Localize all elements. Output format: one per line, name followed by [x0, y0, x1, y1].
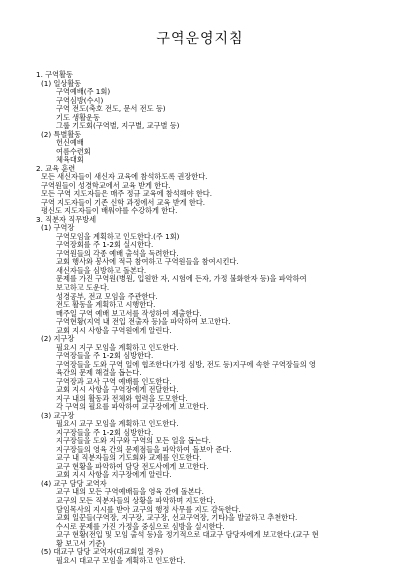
text-line: 구역장회를 주 1-2회 실시한다. [56, 240, 154, 250]
text-line: 헌신예배 [56, 138, 84, 148]
text-line: 교회 지시 사항을 지구장에게 알린다. [56, 470, 172, 480]
text-line: 구역모임을 계획하고 인도한다.(주 1회) [56, 231, 180, 241]
text-line: 성경공부, 전교 모임을 주관한다. [56, 291, 158, 301]
text-line: 새신자들을 심방하고 돌본다. [56, 265, 147, 275]
text-line: 체육대회 [56, 155, 84, 165]
text-line: 구역현황(지역 내 전입 전출자 등)을 파악하여 보고한다. [56, 317, 231, 327]
text-line: (2) 지구장 [41, 334, 75, 344]
text-line: 구역장들을 주 1-2회 심방한다. [56, 351, 154, 361]
text-line: (4) 교구 담당 교역자 [41, 478, 107, 488]
text-line: (3) 교구장 [41, 410, 75, 420]
text-line: 구역 전도(축호 전도, 문서 전도 등) [56, 104, 166, 114]
page-title: 구역운영지침 [156, 31, 244, 47]
text-line: 기도 생활운동 [56, 112, 100, 122]
text-line: (1) 구역장 [41, 223, 75, 233]
text-line: 교구 현황을 파악하여 담당 전도사에게 보고한다. [56, 461, 209, 471]
text-line: (5) 대교구 담당 교역자(대교회일 경우) [41, 547, 164, 557]
text-line: 문제를 가진 구역원(병원, 입원한 자, 시험에 든자, 가정 불화한자 등)을 파악하여 [56, 274, 307, 284]
text-line: 구역예배(주 1회) [56, 87, 111, 97]
text-line: 각 구역의 필요를 파악하여 교구장에게 보고한다. [56, 402, 209, 412]
text-line: 필요시 지구 모임을 계획하고 인도한다. [56, 342, 179, 352]
text-line: 구역 지도자들이 기존 신학 과정에서 교육 받게 한다. [41, 197, 206, 207]
text-line: 평신도 지도자들이 배워야를 수강하게 한다. [41, 206, 178, 216]
text-line: 교구 내 직분자들의 기도회와 교제를 인도한다. [56, 453, 202, 463]
text-line: 보고하고 도운다. [56, 283, 110, 292]
text-line: 교구 내의 모든 구역예배들을 영육 간에 돌본다. [56, 487, 204, 497]
text-line: 구역원들이 성경학교에서 교육 받게 한다. [41, 180, 171, 190]
text-line: 지구 내의 활동과 전체와 협력을 도모한다. [56, 393, 188, 403]
text-line: 구역심방(수시) [56, 95, 104, 105]
text-line: 필요시 교구 모임을 계획하고 인도한다. [56, 419, 179, 429]
text-line: 지구장들을 주 1-2회 심방한다. [56, 427, 154, 437]
text-line: 2. 교육 훈련 [36, 163, 76, 173]
text-line: 전도 활동을 계획하고 시행한다. [56, 300, 156, 310]
text-line: 필요시 대교구 모임을 계획하고 인도한다. [56, 555, 186, 565]
text-line: 교회 지시 사항을 구역원에게 알린다. [56, 325, 172, 335]
text-line: 여름수련회 [56, 146, 91, 156]
text-line: (1) 일상활동 [41, 78, 82, 88]
text-line: 교회 행사와 봉사에 적극 참여하고 구역원들을 참여시킨다. [56, 257, 239, 267]
text-line: 3. 직분자 직무방세 [36, 214, 97, 224]
text-line: 황 보고서 기준) [56, 538, 106, 548]
text-line: 모든 구역 지도자들은 매주 정규 교육에 참석해야 한다. [41, 189, 213, 199]
text-line: 1. 구역활동 [36, 70, 73, 79]
text-line: 교회 일꾼들(구역장, 지구장, 교구장, 선교구역장, 기타)을 발굴하고 추천한다. [56, 513, 298, 523]
text-line: 지구장들의 영육 간의 문제점들을 파악하여 돌보아 준다. [56, 444, 232, 454]
text-line: 모든 새신자들이 새신자 교육에 참석하도록 권장한다. [41, 172, 208, 182]
text-line: 교구의 모든 직분자들의 상황을 파악하며 지도한다. [56, 496, 216, 505]
text-line: 매주일 구역 예배 보고서를 작성하여 제출한다. [56, 308, 202, 318]
text-line: (2) 특별활동 [41, 129, 82, 139]
text-line: 지구장들을 도와 지구와 구역의 모든 일을 돕는다. [56, 436, 211, 446]
text-line: 구역장들을 도와 구역 일에 협조한다(가정 심방, 전도 등)지구에 속한 구역장들의 영 [56, 359, 316, 369]
text-line: 그룹 기도회(구역별, 지구별, 교구별 등) [56, 121, 180, 131]
text-line: 수시로 문제를 가진 가정을 중심으로 심방을 실시한다. [56, 521, 225, 531]
text-line: 구역장과 교사 구역 예배를 인도한다. [56, 376, 172, 386]
text-line: 교회 지시 사항을 구역장에게 전달한다. [56, 385, 179, 395]
text-line: 구역원들의 각종 예배 출석을 독려한다. [56, 248, 179, 258]
text-line: 담임목사의 지시를 받아 교구의 행정 사무를 지도 감독한다. [56, 504, 241, 514]
text-line: 육간의 문제 해결을 돕는다. [56, 368, 142, 378]
text-line: 교구 현황(전입 및 모임 출석 등)을 정기적으로 대교구 담당자에게 보고한다.(교구 현 [56, 530, 319, 540]
